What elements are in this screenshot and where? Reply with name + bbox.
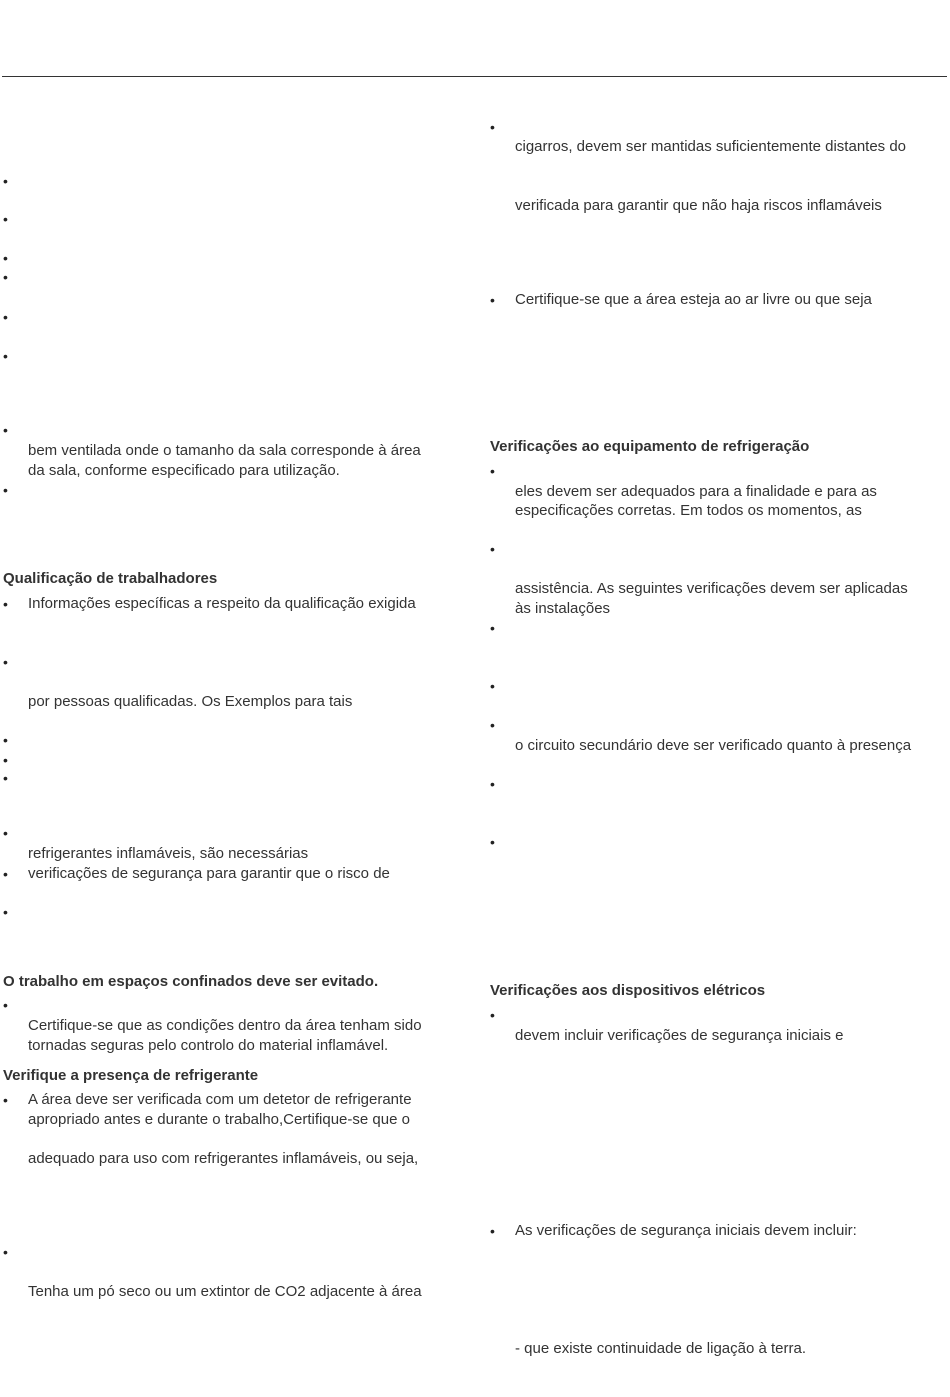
bullet-point: • bbox=[3, 866, 8, 882]
initial-checks-line: devem incluir verificações de segurança iniciais e bbox=[515, 1027, 844, 1044]
bullet-point: • bbox=[3, 732, 8, 748]
bullet-point: • bbox=[3, 654, 8, 670]
workers-heading: Qualificação de trabalhadores bbox=[3, 570, 218, 587]
confined-spaces-heading: O trabalho em espaços confinados deve ser evitado. bbox=[3, 973, 379, 990]
bullet-point: • bbox=[490, 717, 495, 733]
bullet-point: • bbox=[3, 211, 8, 227]
bullet-point: • bbox=[490, 776, 495, 792]
initial-include-line: As verificações de segurança iniciais devem incluir: bbox=[515, 1222, 857, 1239]
workers-info-line: Informações específicas a respeito da qualificação exigida bbox=[28, 595, 416, 612]
bullet-point: • bbox=[3, 770, 8, 786]
bullet-point: • bbox=[3, 309, 8, 325]
conditions-line-2: tornadas seguras pelo controlo do material inflamável. bbox=[28, 1037, 389, 1054]
bullet-point: • bbox=[3, 422, 8, 438]
detector-line-3: adequado para uso com refrigerantes inflamáveis, ou seja, bbox=[28, 1150, 419, 1167]
bullet-point: • bbox=[3, 904, 8, 920]
verified-line: verificada para garantir que não haja riscos inflamáveis bbox=[515, 197, 882, 214]
bullet-point: • bbox=[490, 541, 495, 557]
adequate-line-1: eles devem ser adequados para a finalidade e para as bbox=[515, 483, 877, 500]
earth-continuity-line: - que existe continuidade de ligação à terra. bbox=[515, 1340, 807, 1357]
bullet-point: • bbox=[3, 596, 8, 612]
secondary-circuit-line: o circuito secundário deve ser verificado quanto à presença bbox=[515, 737, 912, 754]
bullet-point: • bbox=[3, 752, 8, 768]
equipment-checks-heading: Verificações ao equipamento de refrigeração bbox=[490, 438, 810, 455]
refrigerant-presence-heading: Verifique a presença de refrigerante bbox=[3, 1067, 259, 1084]
adequate-line-2: especificações corretas. Em todos os momentos, as bbox=[515, 502, 862, 519]
assistance-line-2: às instalações bbox=[515, 600, 611, 617]
bullet-point: • bbox=[3, 1092, 8, 1108]
ventilated-line-2: da sala, conforme especificado para utilização. bbox=[28, 462, 340, 479]
bullet-point: • bbox=[490, 678, 495, 694]
bullet-point: • bbox=[3, 997, 8, 1013]
bullet-point: • bbox=[3, 173, 8, 189]
bullet-point: • bbox=[3, 1244, 8, 1260]
ventilated-line-1: bem ventilada onde o tamanho da sala corresponde à área bbox=[28, 442, 421, 459]
conditions-line-1: Certifique-se que as condições dentro da área tenham sido bbox=[28, 1017, 422, 1034]
assistance-line-1: assistência. As seguintes verificações devem ser aplicadas bbox=[515, 580, 908, 597]
electrical-checks-heading: Verificações aos dispositivos elétricos bbox=[490, 982, 766, 999]
extinguisher-line: Tenha um pó seco ou um extintor de CO2 adjacente à área bbox=[28, 1283, 422, 1300]
cigarettes-line: cigarros, devem ser mantidas suficientemente distantes do bbox=[515, 138, 907, 155]
safety-checks-line: verificações de segurança para garantir que o risco de bbox=[28, 865, 390, 882]
bullet-point: • bbox=[3, 482, 8, 498]
bullet-point: • bbox=[490, 1223, 495, 1239]
detector-line-1: A área deve ser verificada com um detetor de refrigerante bbox=[28, 1091, 412, 1108]
header-divider bbox=[2, 76, 947, 77]
bullet-point: • bbox=[490, 834, 495, 850]
bullet-point: • bbox=[3, 825, 8, 841]
bullet-point: • bbox=[3, 250, 8, 266]
detector-line-2: apropriado antes e durante o trabalho,Certifique-se que o bbox=[28, 1111, 410, 1128]
refrigerants-line: refrigerantes inflamáveis, são necessárias bbox=[28, 845, 309, 862]
bullet-point: • bbox=[490, 463, 495, 479]
open-air-line: Certifique-se que a área esteja ao ar livre ou que seja bbox=[515, 291, 872, 308]
bullet-point: • bbox=[490, 620, 495, 636]
bullet-point: • bbox=[490, 292, 495, 308]
bullet-point: • bbox=[3, 348, 8, 364]
bullet-point: • bbox=[490, 119, 495, 135]
qualified-line: por pessoas qualificadas. Os Exemplos para tais bbox=[28, 693, 353, 710]
bullet-point: • bbox=[490, 1007, 495, 1023]
bullet-point: • bbox=[3, 269, 8, 285]
